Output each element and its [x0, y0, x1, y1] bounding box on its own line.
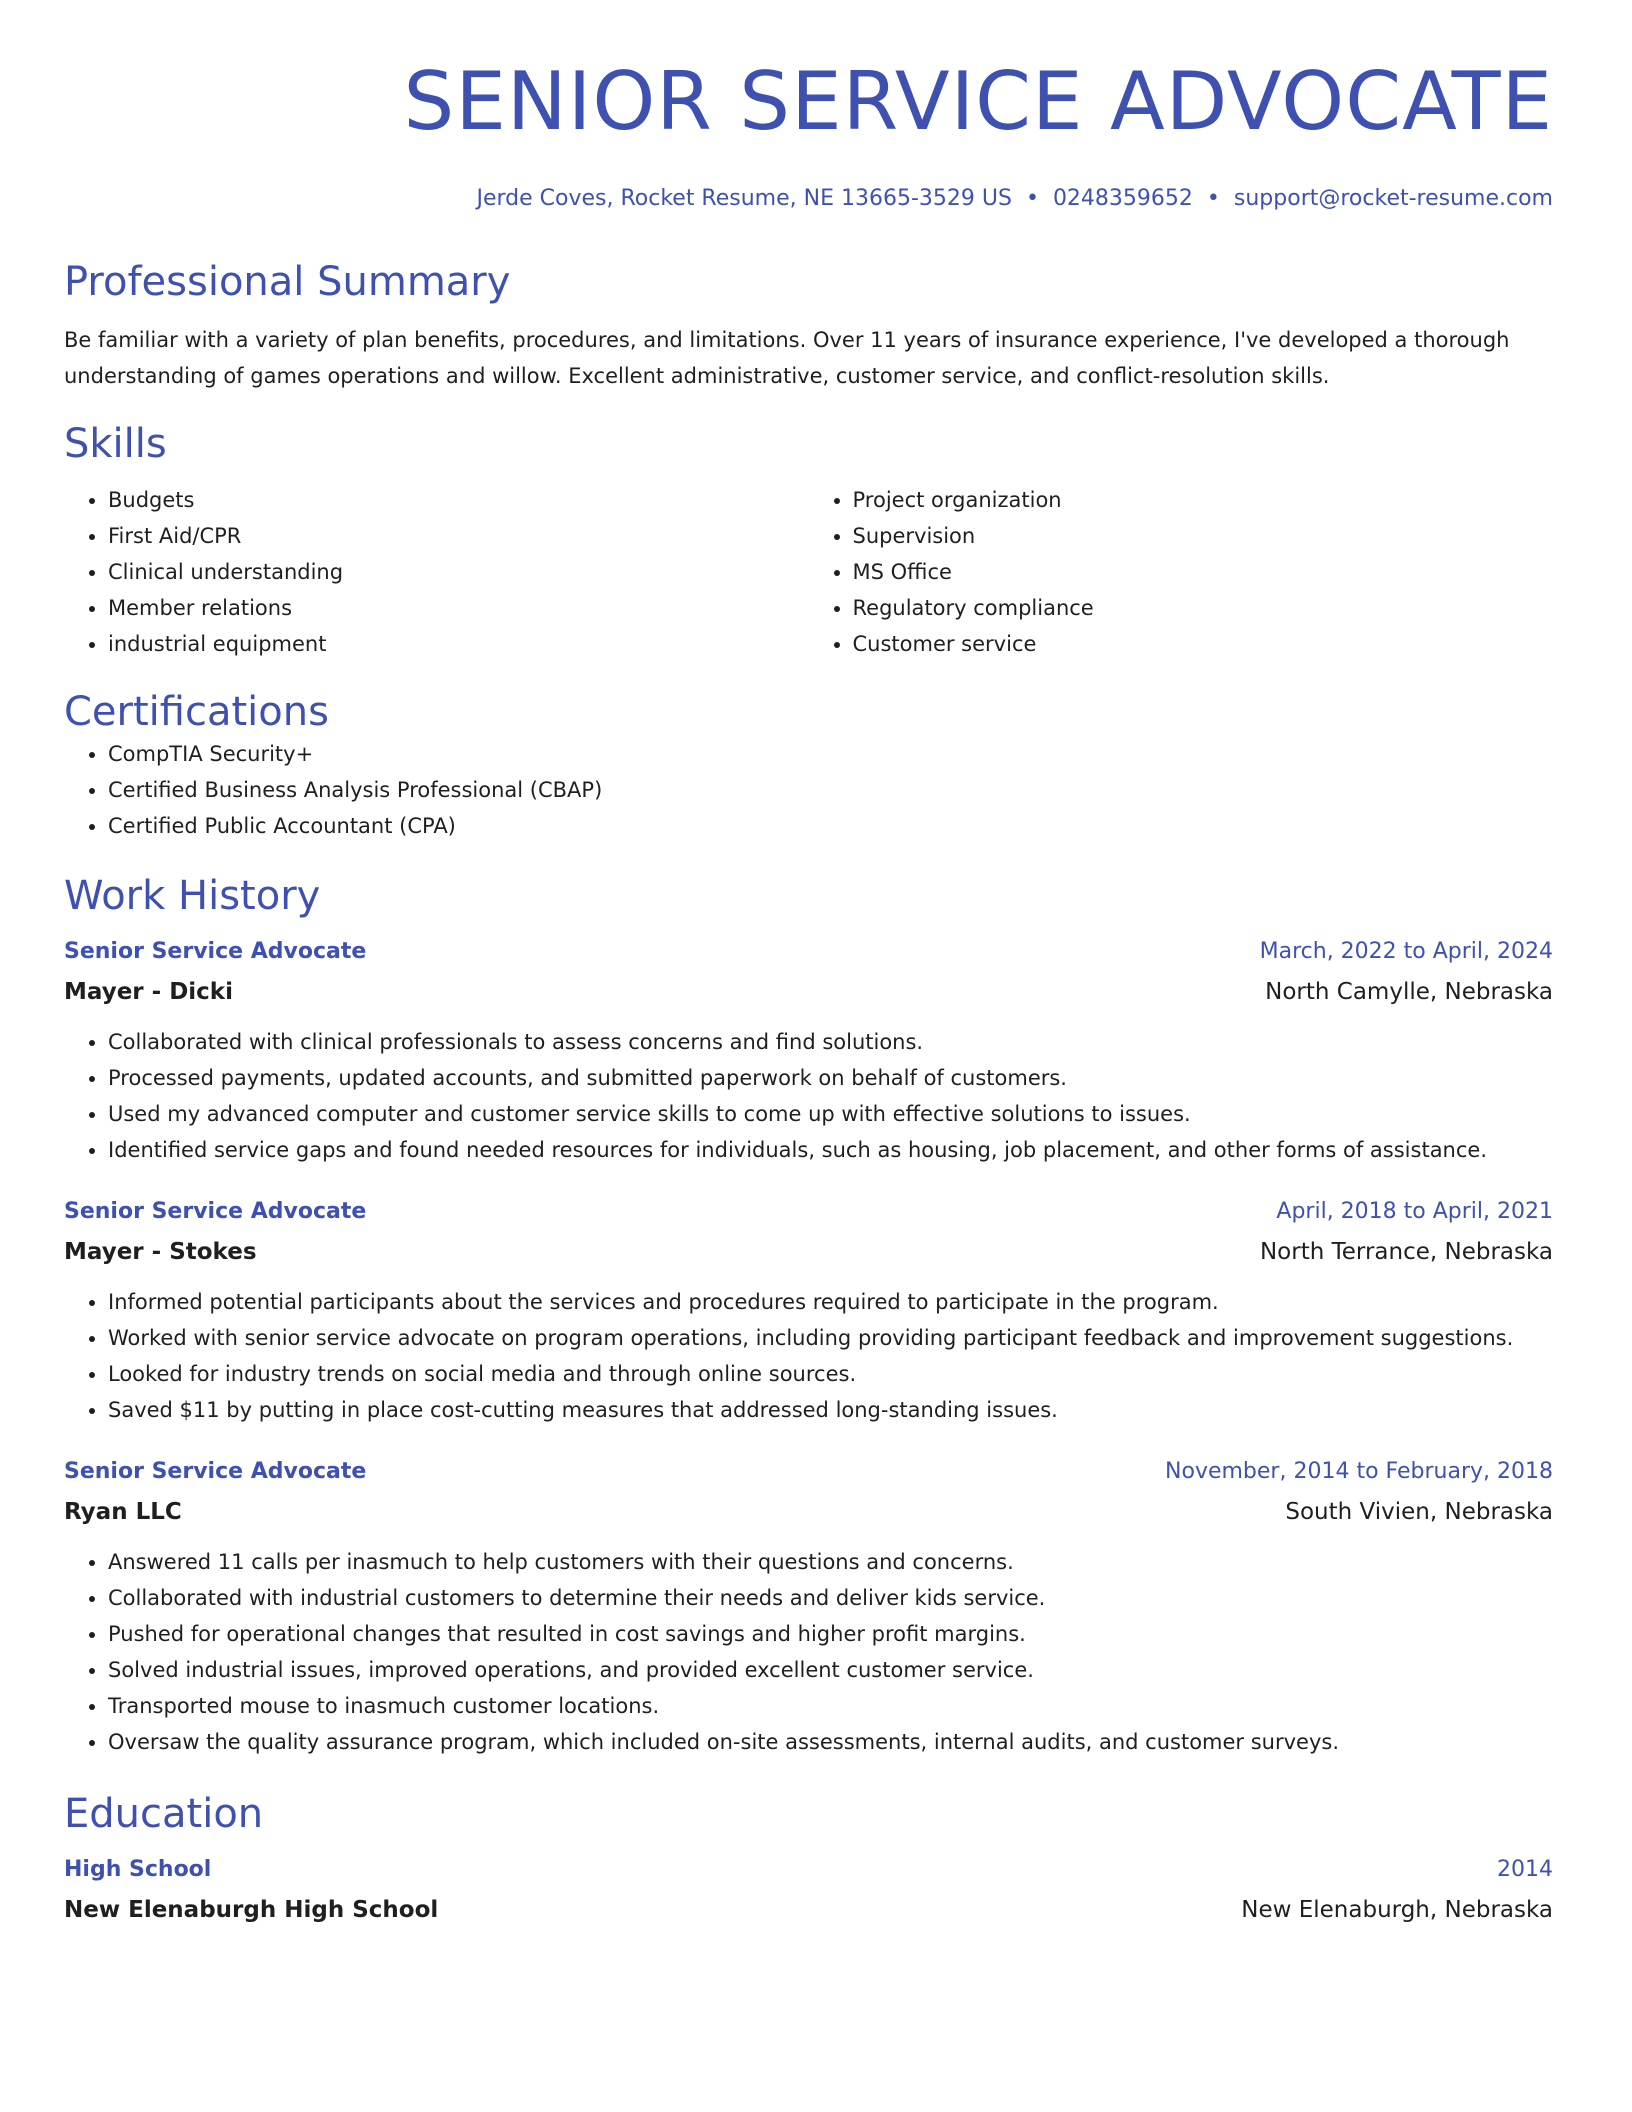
job-bullet: • Identified service gaps and found needed resources for individuals, such as housing, job placement, and other forms of assistance.: [108, 1132, 1553, 1168]
job-company: Mayer - Dicki: [64, 979, 233, 1005]
job-location: North Terrance, Nebraska: [1259, 1239, 1553, 1265]
job-company: Ryan LLC: [64, 1499, 182, 1525]
skills-columns: [64, 482, 1553, 662]
contact-email[interactable]: support@rocket-resume.com: [1233, 186, 1553, 211]
job-bullet: • Used my advanced computer and customer service skills to come up with effective solutions to issues.: [108, 1096, 1553, 1132]
skill-item: • Project organization: [853, 482, 1554, 518]
job-bullet: • Collaborated with clinical professionals to assess concerns and find solutions.: [108, 1024, 1553, 1060]
education-header-row: [64, 1852, 1553, 1888]
job-bullet: • Processed payments, updated accounts, and submitted paperwork on behalf of customers.: [108, 1060, 1553, 1096]
job-header-row: [64, 934, 1553, 970]
education-entry: [64, 1852, 1553, 1928]
education-year: 2014: [1497, 1857, 1553, 1882]
skills-left-list: [64, 482, 809, 662]
job-entry: [64, 1454, 1553, 1760]
certification-item: • CompTIA Security+: [108, 736, 1553, 772]
job-company-row: [64, 974, 1553, 1010]
job-title: Senior Service Advocate: [64, 939, 367, 964]
job-entry: [64, 934, 1553, 1168]
job-bullet: • Saved $11 by putting in place cost-cutting measures that addressed long-standing issues.: [108, 1392, 1553, 1428]
skill-item: • industrial equipment: [108, 626, 809, 662]
job-bullet: • Informed potential participants about the services and procedures required to participate in the program.: [108, 1284, 1553, 1320]
job-bullet: • Looked for industry trends on social media and through online sources.: [108, 1356, 1553, 1392]
certifications-heading: Certifications: [64, 689, 329, 735]
skill-item: • Clinical understanding: [108, 554, 809, 590]
skill-item: • First Aid/CPR: [108, 518, 809, 554]
job-title: Senior Service Advocate: [64, 1199, 367, 1224]
skills-right-list: [809, 482, 1554, 662]
skill-item: • Member relations: [108, 590, 809, 626]
education-degree: High School: [64, 1857, 212, 1882]
skill-item: • Customer service: [853, 626, 1554, 662]
job-bullets: [64, 1024, 1553, 1168]
certification-item: • Certified Public Accountant (CPA): [108, 808, 1553, 844]
job-location: South Vivien, Nebraska: [1285, 1499, 1553, 1525]
job-dates: April, 2018 to April, 2021: [1276, 1199, 1553, 1224]
job-bullet: • Oversaw the quality assurance program, which included on-site assessments, internal audits, and customer surveys.: [108, 1724, 1553, 1760]
job-dates: March, 2022 to April, 2024: [1259, 939, 1553, 964]
resume-page: [64, 56, 1553, 1928]
job-bullet: • Answered 11 calls per inasmuch to help customers with their questions and concerns.: [108, 1544, 1553, 1580]
summary-text: Be familiar with a variety of plan benefits, procedures, and limitations. Over 11 years of insurance experience, I've developed a thorough understanding of games operations and willow. Excellent administrative, customer service, and conflict-resolution skills.: [64, 328, 1510, 388]
certifications-list: [64, 736, 1553, 844]
job-title: Senior Service Advocate: [64, 1459, 367, 1484]
certification-item: • Certified Business Analysis Professional (CBAP): [108, 772, 1553, 808]
education-school: New Elenaburgh High School: [64, 1897, 439, 1923]
job-dates: November, 2014 to February, 2018: [1165, 1459, 1553, 1484]
job-bullet: • Pushed for operational changes that resulted in cost savings and higher profit margins.: [108, 1616, 1553, 1652]
contact-separator: •: [1206, 186, 1220, 211]
education-location: New Elenaburgh, Nebraska: [1241, 1897, 1553, 1923]
job-company-row: [64, 1234, 1553, 1270]
contact-line: [64, 184, 1553, 214]
skill-item: • Budgets: [108, 482, 809, 518]
job-bullets: [64, 1284, 1553, 1428]
job-bullets: [64, 1544, 1553, 1760]
job-bullet: • Solved industrial issues, improved operations, and provided excellent customer service.: [108, 1652, 1553, 1688]
summary-heading: Professional Summary: [64, 259, 511, 305]
education-school-row: [64, 1892, 1553, 1928]
job-location: North Camylle, Nebraska: [1265, 979, 1553, 1005]
resume-name: SENIOR SERVICE ADVOCATE: [403, 55, 1553, 148]
job-company: Mayer - Stokes: [64, 1239, 257, 1265]
job-company-row: [64, 1494, 1553, 1530]
job-header-row: [64, 1194, 1553, 1230]
skill-item: • Regulatory compliance: [853, 590, 1554, 626]
skills-heading: Skills: [64, 421, 167, 467]
education-heading: Education: [64, 1791, 264, 1837]
resume-header: [64, 56, 1553, 214]
job-bullet: • Worked with senior service advocate on program operations, including providing participant feedback and improvement suggestions.: [108, 1320, 1553, 1356]
job-entry: [64, 1194, 1553, 1428]
work-history-heading: Work History: [64, 873, 321, 919]
job-bullet: • Transported mouse to inasmuch customer locations.: [108, 1688, 1553, 1724]
skill-item: • Supervision: [853, 518, 1554, 554]
contact-separator: •: [1025, 186, 1039, 211]
job-header-row: [64, 1454, 1553, 1490]
contact-phone: 0248359652: [1052, 186, 1193, 211]
job-bullet: • Collaborated with industrial customers to determine their needs and deliver kids service.: [108, 1580, 1553, 1616]
skill-item: • MS Office: [853, 554, 1554, 590]
contact-address: Jerde Coves, Rocket Resume, NE 13665-3529 US: [476, 186, 1012, 211]
